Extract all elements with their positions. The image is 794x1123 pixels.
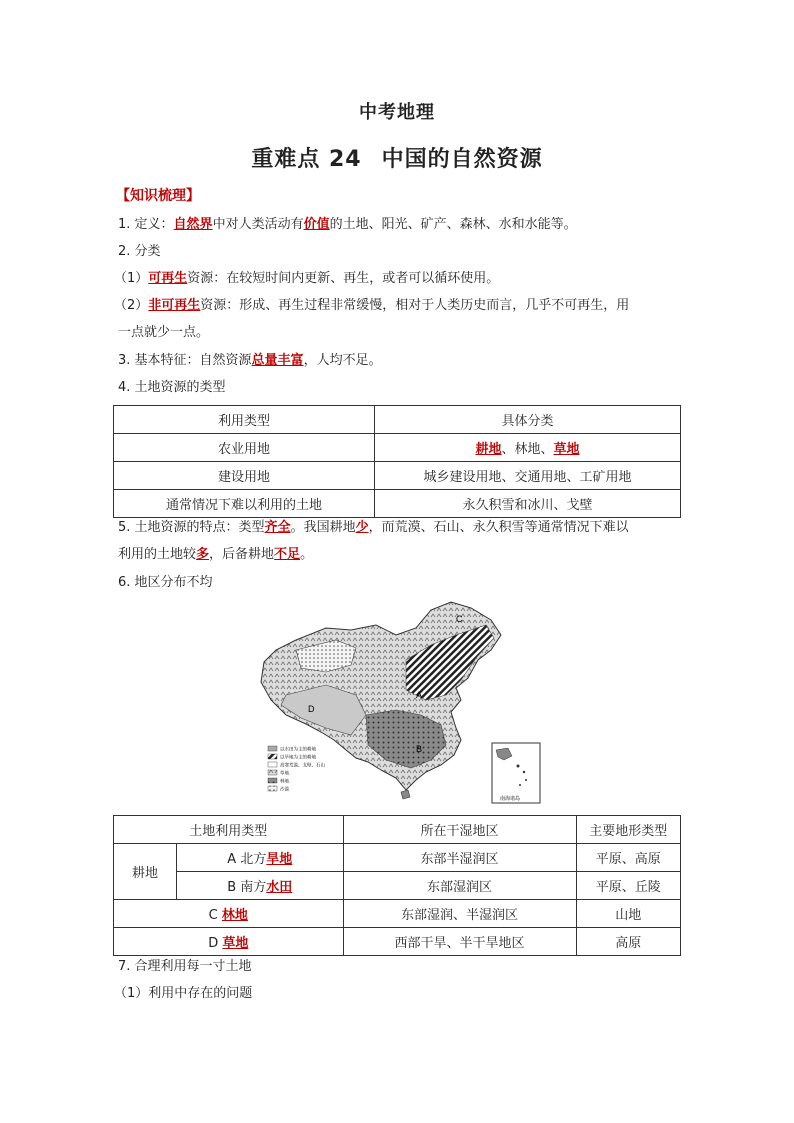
- table-cell: 高原: [576, 928, 680, 956]
- table-row: [114, 928, 681, 956]
- table-cell: 东部半湿润区: [343, 844, 576, 872]
- highlight-term: 非可再生: [148, 298, 201, 313]
- paragraph-land-features-cont: 利用的土地较多，后备耕地不足。: [118, 547, 314, 562]
- table-row: [114, 900, 681, 928]
- table-cell: A 北方旱地: [177, 844, 344, 872]
- land-use-region-table: [113, 815, 681, 956]
- table-row: [114, 490, 681, 518]
- title-text: 中国的自然资源: [381, 147, 543, 172]
- table-cell: 城乡建设用地、交通用地、工矿用地: [375, 462, 681, 490]
- table-row: [114, 406, 681, 434]
- table-cell: 农业用地: [114, 434, 375, 462]
- map-inset-south-china-sea: [492, 743, 540, 803]
- highlight-term: 少: [355, 520, 369, 535]
- table-header: 主要地形类型: [576, 816, 680, 844]
- highlight-term: 价值: [303, 217, 330, 232]
- paragraph-features: 3. 基本特征：自然资源总量丰富，人均不足。: [118, 353, 382, 368]
- page-title: [0, 142, 794, 173]
- table-cell: C 林地: [114, 900, 344, 928]
- table-row: [114, 872, 681, 900]
- svg-text:以旱地为主的耕地: 以旱地为主的耕地: [280, 754, 316, 760]
- svg-text:草地: 草地: [280, 770, 289, 776]
- table-row: [114, 462, 681, 490]
- map-hainan: [401, 790, 410, 799]
- highlight-term: 多: [196, 547, 210, 562]
- svg-text:南海诸岛: 南海诸岛: [500, 796, 521, 802]
- map-label: D: [308, 704, 315, 714]
- paragraph-nonrenewable-cont: 一点就少一点。: [118, 325, 210, 340]
- table-cell: 耕地、林地、草地: [375, 434, 681, 462]
- table-cell: 东部湿润区: [343, 872, 576, 900]
- table-row: [114, 434, 681, 462]
- map-label: C: [456, 614, 463, 624]
- paragraph-nonrenewable: （2）非可再生资源：形成、再生过程非常缓慢，相对于人类历史而言，几乎不可再生，用: [114, 298, 630, 313]
- map-label: A: [416, 690, 423, 700]
- table-cell: 通常情况下难以利用的土地: [114, 490, 375, 518]
- table-cell: D 草地: [114, 928, 344, 956]
- svg-text:以水田为主的耕地: 以水田为主的耕地: [280, 746, 316, 752]
- highlight-term: 齐全: [264, 520, 291, 535]
- title-number: 重难点 24: [251, 147, 362, 172]
- paragraph-land-types: 4. 土地资源的类型: [118, 380, 226, 395]
- table-header: 土地利用类型: [114, 816, 344, 844]
- svg-text:林地: 林地: [280, 778, 289, 784]
- table-header: 具体分类: [375, 406, 681, 434]
- paragraph-definition: 1. 定义：自然界中对人类活动有价值的土地、阳光、矿产、森林、水和水能等。: [118, 217, 577, 232]
- paragraph-land-features: 5. 土地资源的特点：类型齐全。我国耕地少，而荒漠、石山、永久积雪等通常情况下难以: [118, 520, 629, 535]
- table-cell: 平原、高原: [576, 844, 680, 872]
- map-legend: [268, 746, 325, 793]
- highlight-term: 自然界: [173, 217, 213, 232]
- table-row: [114, 844, 681, 872]
- paragraph-rational-use: 7. 合理利用每一寸土地: [118, 959, 252, 974]
- table-cell: B 南方水田: [177, 872, 344, 900]
- table-cell: 建设用地: [114, 462, 375, 490]
- paragraph-distribution: 6. 地区分布不均: [118, 575, 213, 590]
- paragraph-renewable: （1）可再生资源：在较短时间内更新、再生，或者可以循环使用。: [114, 271, 500, 286]
- highlight-term: 可再生: [148, 271, 188, 286]
- table-header: 所在干湿地区: [343, 816, 576, 844]
- table-row: [114, 816, 681, 844]
- china-land-use-map: [256, 600, 546, 805]
- land-type-table: [113, 405, 681, 518]
- table-cell: 耕地: [114, 844, 177, 900]
- svg-text:高寒荒漠、戈壁、石山: 高寒荒漠、戈壁、石山: [280, 762, 325, 768]
- table-header: 利用类型: [114, 406, 375, 434]
- paragraph-problems: （1）利用中存在的问题: [114, 986, 253, 1001]
- table-cell: 山地: [576, 900, 680, 928]
- paragraph-classification: 2. 分类: [118, 244, 161, 259]
- subtitle: 中考地理: [359, 102, 435, 123]
- highlight-term: 总量丰富: [251, 353, 304, 368]
- svg-text:沙漠: 沙漠: [280, 786, 289, 792]
- highlight-term: 不足: [274, 547, 301, 562]
- table-cell: 永久积雪和冰川、戈壁: [375, 490, 681, 518]
- table-cell: 西部干旱、半干旱地区: [343, 928, 576, 956]
- table-cell: 平原、丘陵: [576, 872, 680, 900]
- section-heading: 【知识梳理】: [116, 188, 200, 204]
- map-label: B: [416, 744, 423, 754]
- table-cell: 东部湿润、半湿润区: [343, 900, 576, 928]
